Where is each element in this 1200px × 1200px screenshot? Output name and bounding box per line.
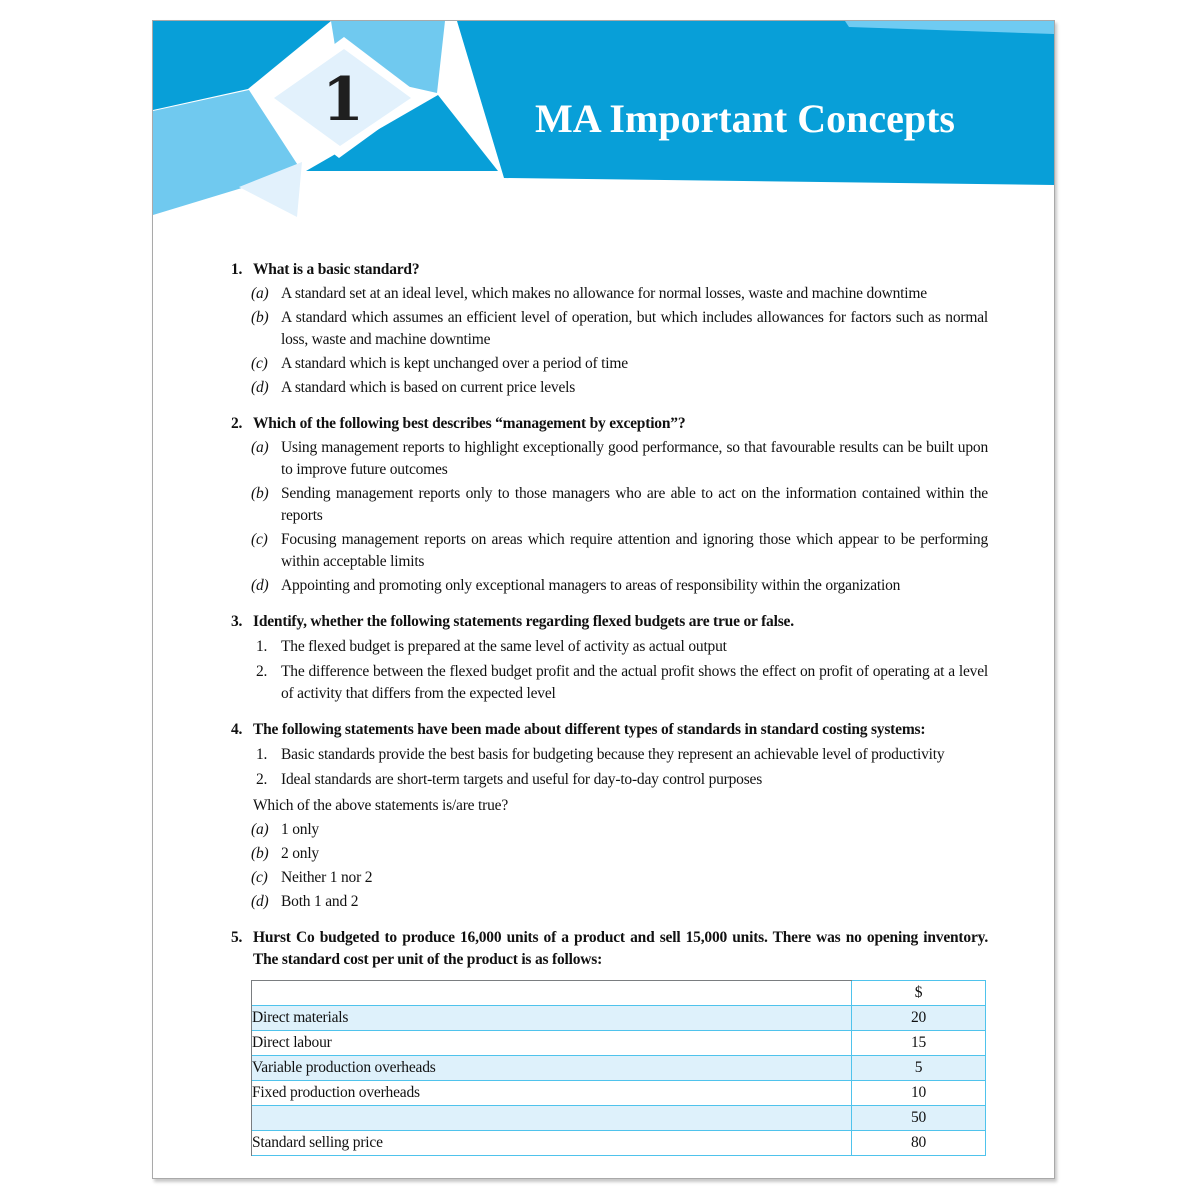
question-number: 3. — [231, 613, 243, 630]
row-label — [252, 1106, 852, 1131]
option-text: A standard set at an ideal level, which makes no allowance for normal losses, waste and machine downtime — [281, 285, 927, 302]
table-row — [252, 1031, 986, 1056]
option-d — [253, 377, 988, 399]
question-stem: Identify, whether the following statements regarding flexed budgets are true or false. — [253, 613, 794, 630]
header-cell-label — [252, 981, 852, 1006]
option-letter: (c) — [251, 531, 268, 548]
option-letter: (d) — [251, 577, 269, 594]
option-a — [253, 283, 988, 305]
statement-text: The flexed budget is prepared at the same level of activity as actual output — [281, 638, 727, 655]
standard-cost-table-wrap — [251, 980, 985, 1156]
header-cell-dollar: $ — [852, 981, 986, 1006]
statement-number: 1. — [256, 746, 268, 763]
question-1 — [231, 259, 988, 399]
table-row-total — [252, 1106, 986, 1131]
table-row — [252, 1131, 986, 1156]
option-a — [253, 819, 988, 841]
question-stem: What is a basic standard? — [253, 261, 420, 278]
row-value: 50 — [852, 1106, 986, 1131]
row-value: 80 — [852, 1131, 986, 1156]
row-value: 10 — [852, 1081, 986, 1106]
statement-text: Ideal standards are short-term targets and useful for day-to-day control purposes — [281, 771, 763, 788]
statement-text: The difference between the flexed budget profit and the actual profit shows the effect on profit of operating at a level of activity that differs from the expected level — [281, 663, 988, 702]
statement-number: 2. — [256, 663, 268, 680]
question-2 — [231, 413, 988, 597]
option-c — [253, 529, 988, 573]
option-letter: (c) — [251, 869, 268, 886]
option-d — [253, 891, 988, 913]
question-number: 2. — [231, 415, 243, 432]
question-stem: The following statements have been made about different types of standards in standard costing systems: — [253, 721, 926, 738]
option-letter: (b) — [251, 845, 269, 862]
option-b — [253, 307, 988, 351]
option-text: A standard which is based on current price levels — [281, 379, 576, 396]
option-letter: (a) — [251, 439, 269, 456]
statement-2 — [253, 661, 988, 705]
question-3 — [231, 611, 988, 705]
row-value: 15 — [852, 1031, 986, 1056]
book-page — [152, 20, 1055, 1179]
option-text: Neither 1 nor 2 — [281, 869, 373, 886]
statement-text: Basic standards provide the best basis for budgeting because they represent an achievable level of productivity — [281, 746, 945, 763]
option-text: Appointing and promoting only exceptional managers to areas of responsibility within the organization — [281, 577, 901, 594]
question-followup: Which of the above statements is/are true? — [253, 797, 508, 814]
table-header-row — [252, 981, 986, 1006]
chapter-number: 1 — [322, 65, 364, 135]
question-number: 1. — [231, 261, 243, 278]
option-letter: (a) — [251, 821, 269, 838]
page-title: MA Important Concepts — [535, 96, 955, 141]
option-text: A standard which assumes an efficient level of operation, but which includes allowances for factors such as normal loss, waste and machine downtime — [281, 309, 988, 348]
question-stem: Which of the following best describes “management by exception”? — [253, 415, 686, 432]
option-text: Sending management reports only to those managers who are able to act on the information contained within the reports — [281, 485, 988, 524]
row-label: Direct labour — [252, 1031, 852, 1056]
option-text: 1 only — [281, 821, 319, 838]
statement-1 — [253, 744, 988, 766]
option-letter: (c) — [251, 355, 268, 372]
statement-1 — [253, 636, 988, 658]
statement-number: 1. — [256, 638, 268, 655]
row-label: Fixed production overheads — [252, 1081, 852, 1106]
option-b — [253, 483, 988, 527]
option-letter: (d) — [251, 893, 269, 910]
table-row — [252, 1081, 986, 1106]
question-number: 5. — [231, 929, 243, 946]
option-text: Both 1 and 2 — [281, 893, 359, 910]
statement-2 — [253, 769, 988, 791]
row-value: 5 — [852, 1056, 986, 1081]
option-b — [253, 843, 988, 865]
option-letter: (b) — [251, 309, 269, 326]
option-a — [253, 437, 988, 481]
option-text: Using management reports to highlight exceptionally good performance, so that favourable results can be built upon to improve future outcomes — [281, 439, 988, 478]
standard-cost-table — [251, 980, 986, 1156]
row-label: Standard selling price — [252, 1131, 852, 1156]
option-d — [253, 575, 988, 597]
row-value: 20 — [852, 1006, 986, 1031]
statement-number: 2. — [256, 771, 268, 788]
option-text: Focusing management reports on areas which require attention and ignoring those which appear to be performing within acceptable limits — [281, 531, 988, 570]
question-4 — [231, 719, 988, 913]
option-text: A standard which is kept unchanged over a period of time — [281, 355, 628, 372]
table-row — [252, 1006, 986, 1031]
question-5 — [231, 927, 988, 1156]
option-c — [253, 867, 988, 889]
option-letter: (b) — [251, 485, 269, 502]
question-list — [231, 259, 988, 1156]
table-row — [252, 1056, 986, 1081]
question-number: 4. — [231, 721, 243, 738]
option-letter: (d) — [251, 379, 269, 396]
option-text: 2 only — [281, 845, 319, 862]
row-label: Direct materials — [252, 1006, 852, 1031]
question-stem: Hurst Co budgeted to produce 16,000 units of a product and sell 15,000 units. There was no opening inventory. The standard cost per unit of the product is as follows: — [253, 929, 988, 968]
option-c — [253, 353, 988, 375]
option-letter: (a) — [251, 285, 269, 302]
row-label: Variable production overheads — [252, 1056, 852, 1081]
